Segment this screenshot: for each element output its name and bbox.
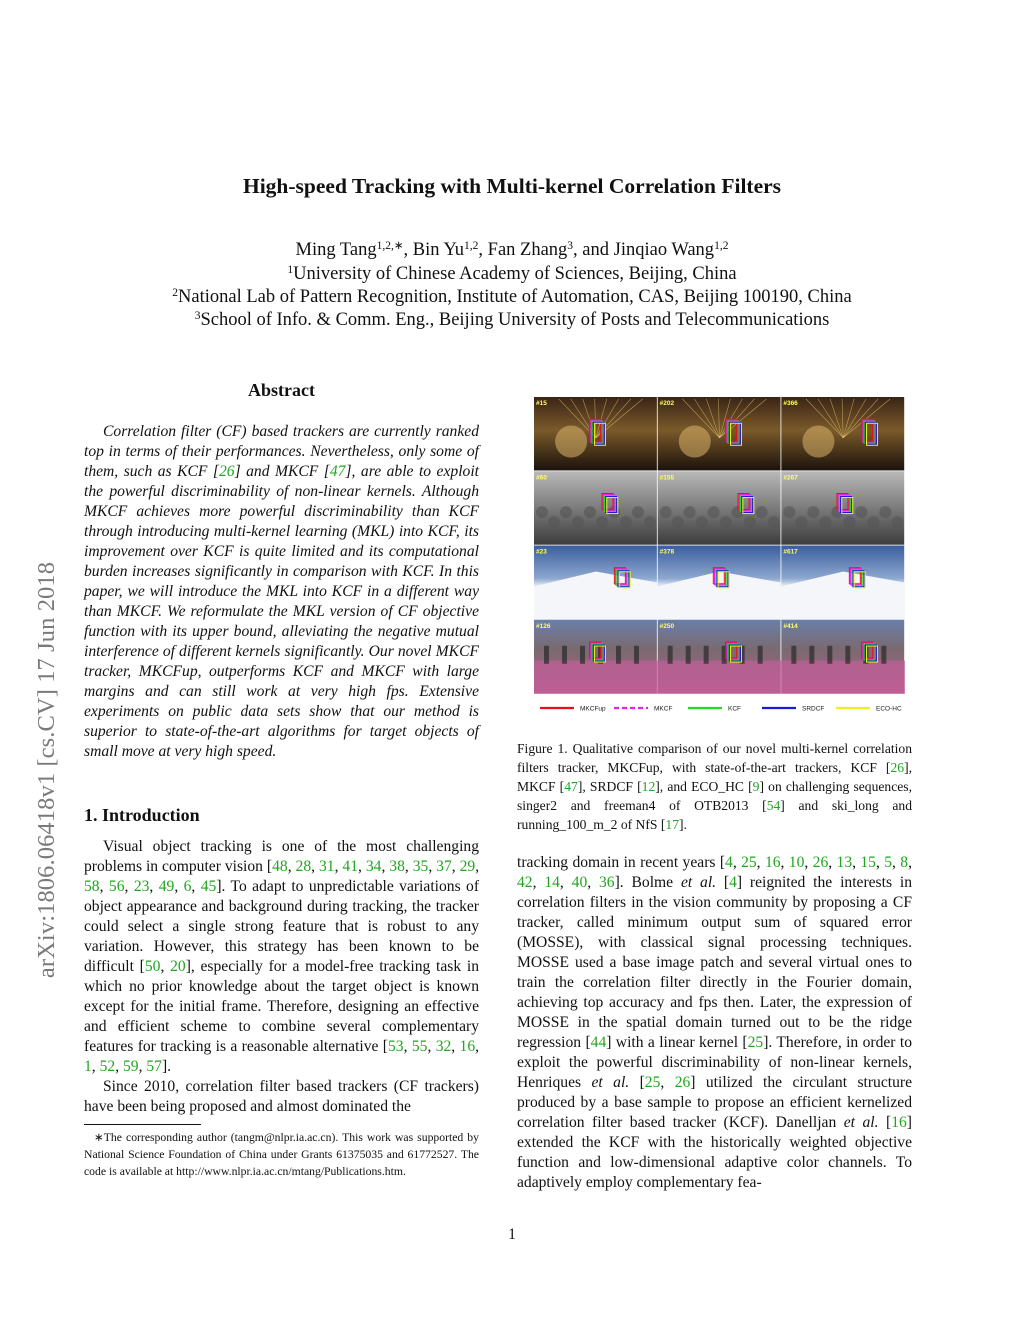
text-run: , (732, 854, 742, 871)
author-sup: 1,2 (464, 240, 479, 252)
crowd-head (536, 506, 548, 518)
citation-link[interactable]: 58 (84, 878, 100, 895)
citation-link[interactable]: 25 (747, 1034, 764, 1051)
stage-prop (679, 426, 711, 458)
citation-link[interactable]: 47 (329, 463, 346, 480)
citation-link[interactable]: 29 (459, 858, 476, 875)
legend-label: MKCF (654, 705, 673, 713)
intro-paragraph-1 (84, 837, 479, 1077)
text-run: , (875, 854, 885, 871)
text-run: , (559, 874, 572, 891)
text-run: ], especially for a model-free tracking task in which no prior knowledge about the target object is known except for the initial frame. Therefore, designing an effective and efficient scheme to combine several complementary features for tracking is a reasonable alternative [ (84, 958, 480, 1055)
citation-link[interactable]: 4 (725, 854, 733, 871)
text-run: tracking domain in recent years [ (517, 854, 726, 871)
affiliation-3 (0, 310, 1024, 331)
figure-legend (536, 700, 906, 716)
text-run: ] on challenging sequences, singer2 and freeman4 of OTB2013 [ (517, 779, 912, 813)
citation-link[interactable]: 8 (900, 854, 909, 871)
text-run: ] reignited the interests in correlation filters in the vision community by proposing a CF tracker, called minimum output sum of squared error (MOSSE), with classical signal processing techniques. MOSSE used a base image patch and several virtual ones to train the correlation filter directly in the Fourier domain, achieving top accuracy and fps then. Later, the expression of MOSSE in the spatial domain turned out to be the ridge regression [ (517, 874, 912, 1051)
author-name: Ming Tang (295, 240, 377, 260)
crowd-head (807, 506, 819, 518)
citation-link[interactable]: 31 (318, 858, 335, 875)
caption-text (517, 741, 912, 832)
citation-link[interactable]: 16 (891, 1114, 907, 1131)
citation-link[interactable]: 57 (146, 1058, 162, 1075)
frame-number: #378 (659, 548, 675, 556)
citation-link[interactable]: 25 (741, 854, 757, 871)
citation-link[interactable]: 17 (665, 817, 679, 832)
frame-number: #60 (536, 474, 547, 482)
text-run: , (403, 1038, 412, 1055)
abstract-paragraph (84, 422, 479, 762)
citation-link[interactable]: 36 (598, 874, 615, 891)
citation-link[interactable]: 16 (764, 854, 781, 871)
runner (791, 646, 796, 664)
text-run: ]. (161, 1058, 172, 1075)
text-run: , (908, 854, 912, 871)
author-sup: 1,2 (714, 240, 729, 252)
citation-link[interactable]: 40 (571, 874, 588, 891)
crowd-head (632, 506, 644, 518)
text-run: , (381, 858, 390, 875)
text-run: ], are able to exploit the powerful discriminability of non-linear kernels. Although MKCF achieves more powerful discriminability than KCF through introducing multi-kernel learning (MKL) into KCF, its improvement over KCF is quite limited and its computational burden increases significantly in comparison with KCF. In this paper, we will introduce the MKL into KCF in a different way than MKCF. We reformulate the MKL version of CF objective function with its upper bound, alleviating the negative mutual interference of different kernels significantly. Our novel MKCF tracker, MKCFup, outperforms KCF and MKCF with large margins and can still work at very high fps. Extensive experiments on public data sets show that our method is superior to state-of-the-art algorithms for target objects of small move at very high speed. (84, 463, 479, 760)
citation-link[interactable]: 15 (860, 854, 876, 871)
citation-link[interactable]: 28 (295, 858, 312, 875)
crowd-head (708, 506, 720, 518)
legend-entry (614, 706, 672, 713)
affiliation-text: National Lab of Pattern Recognition, Institute of Automation, CAS, Beijing 100190, China (178, 287, 852, 307)
italic-text: et al. (843, 1114, 879, 1131)
figure-frame (658, 397, 781, 470)
text-run: [ (629, 1074, 645, 1091)
author-sup: 3 (567, 240, 574, 252)
citation-link[interactable]: 23 (133, 878, 150, 895)
text-run: , (160, 958, 171, 975)
text-run: ], SRDCF [ (577, 779, 642, 794)
abstract-body (84, 422, 479, 762)
crowd-head (696, 516, 708, 528)
crowd-head (855, 506, 867, 518)
text-run: ] and ski_long and running_100_m_2 of NfS [ (517, 798, 913, 832)
citation-link[interactable]: 59 (122, 1058, 139, 1075)
citation-link[interactable]: 49 (158, 878, 175, 895)
crowd-head (720, 516, 732, 528)
text-run: , (475, 1038, 480, 1055)
crowd-head (596, 516, 608, 528)
runner (758, 646, 763, 664)
arxiv-side-label: arXiv:1806.06418v1 [cs.CV] 17 Jun 2018 (33, 561, 60, 979)
figure-caption (517, 739, 912, 834)
text-run: , (828, 854, 837, 871)
intro-paragraph-2 (84, 1077, 479, 1117)
text-run: ] extended the KCF with the historically weighted objective function and low-dimensional adaptive color channels. To adaptively employ complementary fea- (517, 1114, 912, 1191)
citation-link[interactable]: 37 (436, 858, 452, 875)
figure-frame (658, 546, 782, 620)
citation-link[interactable]: 10 (788, 854, 805, 871)
text-run: , (892, 854, 901, 871)
crowd-head (672, 516, 684, 528)
runner (686, 646, 691, 664)
citation-link[interactable]: 25 (644, 1074, 661, 1091)
runner (616, 646, 621, 664)
crowd-head (756, 506, 768, 518)
legend-label: KCF (728, 705, 741, 713)
author-name: , Fan Zhang (478, 240, 568, 260)
figure-frame (781, 471, 904, 544)
introduction-heading: 1. Introduction (84, 805, 200, 825)
figure-frame (534, 620, 658, 694)
figure-frame (658, 620, 782, 694)
legend-label: SRDCF (802, 705, 825, 713)
footnote-rule (84, 1124, 201, 1125)
citation-link[interactable]: 26 (674, 1074, 691, 1091)
author-line (0, 240, 1024, 261)
legend-label: MKCFup (580, 705, 606, 713)
citation-link[interactable]: 9 (752, 779, 760, 794)
text-run: ] and MKCF [ (234, 463, 330, 480)
text-run: , (287, 858, 296, 875)
citation-link[interactable]: 5 (884, 854, 893, 871)
citation-link[interactable]: 16 (459, 1038, 476, 1055)
citation-link[interactable]: 26 (218, 463, 235, 480)
text-run: , (532, 874, 545, 891)
frame-number: #15 (536, 400, 547, 407)
running-track (781, 661, 905, 694)
legend-entry (688, 706, 741, 713)
paper-title: High-speed Tracking with Multi-kernel Correlation Filters (242, 174, 782, 198)
text-run: ] with a linear kernel [ (606, 1034, 748, 1051)
frame-number: #126 (536, 622, 551, 630)
citation-link[interactable]: 47 (564, 779, 578, 794)
affiliation-text: University of Chinese Academy of Sciences, Beijing, China (293, 264, 737, 284)
text-run: ], and ECO_HC [ (655, 779, 753, 794)
crowd-head (768, 516, 780, 528)
introduction-body (84, 837, 479, 1117)
crowd-head (644, 516, 656, 528)
text-run: [ (878, 1114, 892, 1131)
text-run: , (587, 874, 599, 891)
runner (544, 646, 549, 664)
figure-frame (534, 546, 658, 620)
runner (845, 646, 850, 664)
affiliation-sup: 2 (172, 287, 179, 299)
footnote (84, 1130, 479, 1180)
figure-frame (781, 620, 905, 694)
citation-link[interactable]: 13 (836, 854, 853, 871)
author-sup: 1,2,∗ (376, 240, 404, 252)
stage-prop (802, 426, 834, 458)
citation-link[interactable]: 56 (108, 878, 125, 895)
text-run: , (99, 878, 109, 895)
crowd-head (843, 516, 855, 528)
italic-text: et al. (680, 874, 717, 891)
crowd-head (584, 506, 596, 518)
text-run: ]. Therefore, in order to exploit the powerful discriminability of non-linear kernels, Henriques (517, 1034, 912, 1091)
page-number: 1 (508, 1226, 516, 1243)
text-run: ], MKCF [ (517, 760, 912, 794)
author-name: , and Jinqiao Wang (573, 240, 715, 260)
figure-frame (534, 471, 657, 544)
text-run: , (852, 854, 861, 871)
runner (634, 646, 639, 664)
citation-link[interactable]: 26 (812, 854, 829, 871)
citation-link[interactable]: 12 (641, 779, 656, 794)
citation-link[interactable]: 45 (200, 878, 217, 895)
crowd-head (783, 506, 795, 518)
crowd-head (684, 506, 696, 518)
citation-link[interactable]: 41 (342, 858, 359, 875)
right-column-body (517, 853, 912, 1193)
figure-frame (781, 546, 905, 620)
text-run: [ (716, 874, 730, 891)
legend-label: ECO-HC (876, 705, 902, 713)
citation-link[interactable]: 42 (517, 874, 533, 891)
runner (809, 646, 814, 664)
crowd-head (819, 516, 831, 528)
citation-link[interactable]: 34 (365, 858, 382, 875)
affiliation-2 (0, 287, 1024, 308)
crowd-head (660, 506, 672, 518)
abstract-heading: Abstract (248, 380, 315, 400)
frame-number: #202 (659, 400, 675, 407)
crowd-head (867, 516, 879, 528)
affiliation-sup: 3 (194, 310, 201, 322)
stage-prop (555, 426, 587, 458)
running-track (534, 661, 658, 694)
text-run: , (91, 1058, 100, 1075)
text-run: Figure 1. Qualitative comparison of our novel multi-kernel correlation filters tracker, MKCFup, with state-of-the-art trackers, KCF [ (517, 741, 912, 775)
citation-link[interactable]: 54 (766, 798, 781, 813)
text-run: Correlation filter (CF) based trackers are currently ranked top in terms of their performances. Nevertheless, only some of them, such as KCF [ (84, 423, 479, 480)
citation-link[interactable]: 44 (590, 1034, 607, 1051)
text-run: Visual object tracking is one of the most challenging problems in computer vision [ (84, 838, 479, 875)
citation-link[interactable]: 4 (729, 874, 737, 891)
runner (827, 646, 832, 664)
text-run: , (428, 858, 437, 875)
crowd-head (548, 516, 560, 528)
runner (881, 646, 886, 664)
legend-entry (762, 706, 824, 713)
italic-text: et al. (591, 1074, 630, 1091)
runner (562, 646, 567, 664)
figure-frame (781, 397, 904, 470)
text-run: , (149, 878, 159, 895)
text-run: ]. To adapt to unpredictable variations of object appearance and background during tracking, the tracker could select a single strong feature that is robust to any variation. However, this strategy has been known to be difficult [ (84, 878, 480, 975)
text-run: , (475, 858, 480, 875)
text-run: , (804, 854, 813, 871)
text-run: ]. (678, 817, 687, 832)
text-run: , (427, 1038, 436, 1055)
runner (668, 646, 673, 664)
citation-link[interactable]: 14 (544, 874, 560, 891)
citation-link[interactable]: 55 (411, 1038, 428, 1055)
citation-link[interactable]: 20 (170, 958, 186, 975)
tracking-figure (534, 397, 905, 694)
affiliation-text: School of Info. & Comm. Eng., Beijing University of Posts and Telecommunications (200, 310, 830, 330)
crowd-head (744, 516, 756, 528)
text-run: , (358, 858, 366, 875)
text-run: , (451, 1038, 460, 1055)
citation-link[interactable]: 1 (84, 1058, 92, 1075)
text-run: , (334, 858, 343, 875)
citation-link[interactable]: 35 (412, 858, 429, 875)
text-run: ]. Bolme (614, 874, 681, 891)
text-run: ] utilized the circulant structure produced by a base sample to propose an efficient kernelized correlation filter based tracker (KCF). Danelljan (517, 1074, 912, 1131)
footnote-text: ∗The corresponding author (tangm@nlpr.ia.ac.cn). This work was supported by National Science Foundation of China under Grants 61375035 and 61772527. The code is available at http://www.nlpr.ia.ac.cn/mtang/Publications.htm. (84, 1131, 479, 1178)
text-run: , (451, 858, 460, 875)
citation-link[interactable]: 50 (144, 958, 161, 975)
text-run: , (756, 854, 765, 871)
frame-number: #414 (783, 622, 798, 630)
text-run: , (660, 1074, 675, 1091)
citation-link[interactable]: 38 (389, 858, 405, 875)
crowd-head (572, 516, 584, 528)
runner (580, 646, 585, 664)
crowd-head (879, 506, 891, 518)
author-name: , Bin Yu (403, 240, 465, 260)
legend-entry (540, 706, 606, 713)
frame-number: #23 (536, 548, 547, 556)
citation-link[interactable]: 53 (388, 1038, 404, 1055)
running-track (658, 661, 782, 694)
crowd-head (891, 516, 903, 528)
frame-number: #155 (659, 474, 675, 482)
affiliation-1 (0, 264, 1024, 285)
text-run: , (124, 878, 134, 895)
figure-frame (534, 397, 657, 470)
crowd-head (620, 516, 632, 528)
legend-entry (836, 706, 902, 713)
text-run: , (138, 1058, 147, 1075)
frame-number: #366 (783, 400, 798, 407)
affiliation-sup: 1 (287, 264, 294, 276)
citation-link[interactable]: 6 (183, 878, 192, 895)
text-run: Since 2010, correlation filter based trackers (CF trackers) have been being proposed and almost dominated the (84, 1078, 479, 1115)
figure-frame (658, 471, 781, 544)
crowd-head (560, 506, 572, 518)
right-column-paragraph (517, 854, 912, 1191)
text-run: , (115, 1058, 123, 1075)
citation-link[interactable]: 26 (890, 760, 905, 775)
text-run: , (311, 858, 319, 875)
frame-number: #267 (783, 474, 798, 482)
runner (704, 646, 709, 664)
text-run: , (404, 858, 413, 875)
frame-number: #617 (783, 548, 798, 556)
frame-number: #250 (659, 622, 675, 630)
citation-link[interactable]: 52 (99, 1058, 116, 1075)
text-run: , (780, 854, 789, 871)
crowd-head (795, 516, 807, 528)
text-run: , (174, 878, 184, 895)
citation-link[interactable]: 32 (435, 1038, 452, 1055)
citation-link[interactable]: 48 (272, 858, 288, 875)
text-run: , (191, 878, 201, 895)
